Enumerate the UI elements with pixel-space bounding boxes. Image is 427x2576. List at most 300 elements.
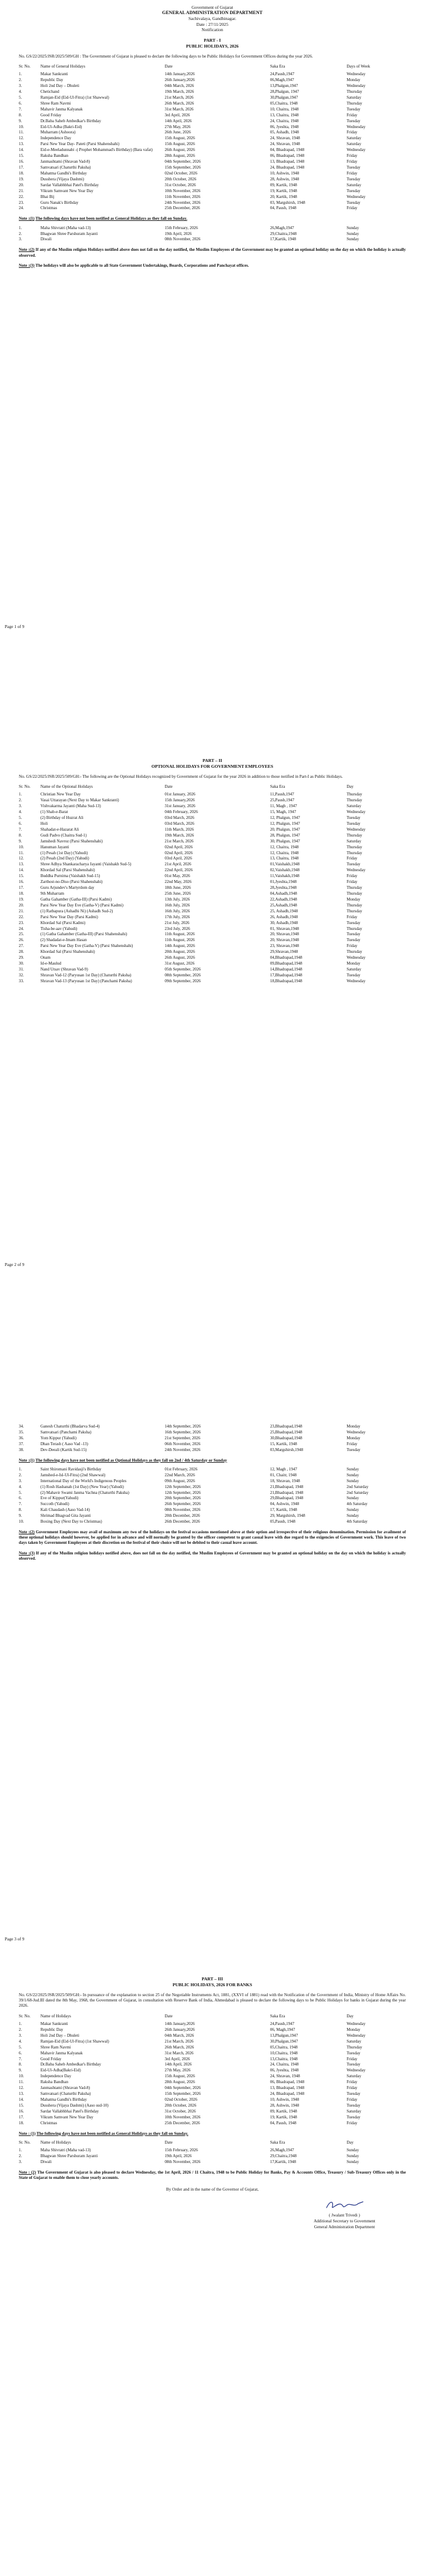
- page-3: [0, 1302, 427, 1966]
- saka-cell: 05, Ashadh, 1948: [270, 130, 299, 135]
- table-row: [19, 89, 406, 95]
- name-cell: Id-e-Maulud: [40, 961, 62, 966]
- saka-cell: 17, Kartik, 1948: [270, 1507, 297, 1513]
- date-cell: 10th November, 2026: [164, 188, 201, 193]
- sr-cell: 15.: [19, 2103, 24, 2108]
- name-cell: (1) Pesah (1st Day) (Yahudi): [40, 850, 88, 855]
- sr-cell: 38.: [19, 1447, 24, 1452]
- saka-cell: 26, Ashadh,1948: [270, 914, 298, 919]
- saka-cell: 30,Bhadrapad,1948: [270, 1435, 302, 1440]
- day-cell: Friday: [347, 879, 358, 885]
- sr-cell: 9.: [19, 838, 22, 844]
- col-header-day: Days of Week: [347, 64, 371, 69]
- saka-cell: 28, Phalgun, 1947: [270, 832, 300, 838]
- date-cell: 08th November, 2026: [164, 2159, 201, 2164]
- table-row: [19, 2051, 406, 2057]
- col-header-sr: Sr. No.: [19, 64, 31, 69]
- day-cell: Sunday: [347, 1507, 359, 1513]
- date-cell: 14th January,2026: [164, 72, 195, 77]
- table-row: [19, 885, 406, 891]
- table-row: [19, 171, 406, 177]
- saka-cell: 06,Magh,1947: [270, 78, 294, 83]
- date-cell: 01st February, 2026: [164, 1466, 198, 1472]
- sr-cell: 17.: [19, 2114, 24, 2120]
- note-text: The following days have not been notified as General Holidays as they fall on Sunday.: [35, 216, 187, 221]
- name-cell: Shree Adhya Shankaracharya Jayanti (Vaishakh Sud-5): [40, 862, 132, 867]
- table-header-row: [19, 2014, 406, 2021]
- name-cell: Dr.Baba Saheb Ambedkar's Birthday: [40, 118, 102, 123]
- saka-cell: 30,Phalgun,1947: [270, 2038, 298, 2044]
- name-cell: Dusshera (Vijaya Dashmi): [40, 176, 85, 182]
- saka-cell: 12, Phalgun, 1947: [270, 815, 300, 820]
- date-cell: 10th November, 2026: [164, 2114, 201, 2120]
- note-text: The following days have not been notified as General Holidays as they fall on Sunday.: [36, 2131, 189, 2136]
- table-row: [19, 1485, 406, 1490]
- note-label: Note : (1): [19, 2131, 36, 2136]
- day-cell: Monday: [347, 896, 361, 902]
- name-cell: Eid-e-Meeladunnabi -( Prophet Mohammad's Birthday) (Bara vafat): [40, 147, 153, 153]
- day-cell: 2nd Saturday: [347, 1484, 369, 1489]
- table-row: [19, 119, 406, 125]
- name-cell: Vasai Uttarayan (Next Day to Makar Sankranti): [40, 798, 119, 803]
- sr-cell: 32.: [19, 972, 24, 978]
- sr-cell: 13.: [19, 142, 24, 147]
- name-cell: Parsi New Year Day- Pateti (Parsi Shahenshahi): [40, 142, 120, 147]
- date-cell: 04th September, 2026: [164, 159, 201, 164]
- table-row: [19, 226, 406, 231]
- sr-cell: 37.: [19, 1441, 24, 1446]
- table-row: [19, 926, 406, 932]
- name-cell: (2) Mahavir Swami Janma Vachna (Chaturthi Paksha): [40, 1490, 129, 1495]
- table-row: [19, 839, 406, 845]
- table-row: [19, 909, 406, 915]
- saka-cell: 28,Phalgun, 1947: [270, 89, 300, 94]
- name-cell: Guru Nanak's Birthday: [40, 200, 79, 205]
- saka-cell: 19, Kartik, 1948: [270, 188, 297, 193]
- saka-cell: 10, Chaitra, 1948: [270, 106, 299, 112]
- sr-cell: 13.: [19, 862, 24, 867]
- saka-cell: 04, Paush, 1948: [270, 2120, 297, 2125]
- sr-cell: 14.: [19, 2097, 24, 2102]
- table-row: [19, 967, 406, 973]
- table-row: [19, 78, 406, 83]
- day-cell: Thursday: [347, 798, 362, 803]
- name-cell: Dusshera (Vijaya Dashmi) (Aaso sud-10): [40, 2103, 109, 2108]
- date-cell: 24th November, 2026: [164, 200, 201, 205]
- sr-cell: 2.: [19, 1472, 22, 1477]
- table-row: [19, 2062, 406, 2068]
- table-row: [19, 932, 406, 938]
- note-label: Note :(2): [19, 247, 35, 253]
- table-row: [19, 955, 406, 961]
- col-header-name: Name of General Holidays: [40, 64, 86, 69]
- name-cell: Holi 2nd Day – Dhuleti: [40, 83, 79, 89]
- date-cell: 11th November, 2026: [164, 194, 201, 199]
- date-cell: 15th September, 2026: [164, 164, 201, 170]
- date-cell: 26th March, 2026: [164, 100, 194, 106]
- date-cell: 14th April, 2026: [164, 118, 192, 123]
- day-cell: Wednesday: [347, 83, 366, 89]
- date-cell: 20th October, 2026: [164, 2103, 197, 2108]
- name-cell: Bhagwan Shree Parshuram Jayanti: [40, 231, 98, 236]
- part-heading: [19, 758, 406, 770]
- table-header-row: [19, 2140, 406, 2148]
- col-header-saka: Saka Era: [270, 784, 285, 790]
- name-cell: Holi 2nd Day – Dhuleti: [40, 2033, 79, 2038]
- name-cell: Maha Shivratri (Maha vad-13): [40, 2148, 91, 2153]
- table-row: [19, 2039, 406, 2045]
- name-cell: Chetichand: [40, 89, 59, 94]
- day-cell: Monday: [347, 1435, 361, 1440]
- table-row: [19, 943, 406, 949]
- date-cell: 21st March, 2026: [164, 2038, 194, 2044]
- date-cell: 13th July, 2026: [164, 896, 190, 902]
- name-cell: Mahavir Janma Kalyanak: [40, 2050, 83, 2056]
- saka-cell: 04, Ashwin, 1948: [270, 1502, 300, 1507]
- table-row: [19, 879, 406, 885]
- saka-cell: 06, Bhadrapad, 1948: [270, 153, 305, 159]
- sr-cell: 20.: [19, 902, 24, 908]
- name-cell: Vikram Samvant New Year Day: [40, 188, 93, 193]
- sr-cell: 10.: [19, 124, 24, 129]
- sr-cell: 8.: [19, 832, 22, 838]
- note-1: [19, 216, 406, 221]
- sr-cell: 7.: [19, 106, 22, 112]
- optional-holiday-table-continued: [19, 1424, 406, 1453]
- date-cell: 19th April, 2026: [164, 231, 192, 236]
- date-cell: 08th September, 2026: [164, 972, 201, 978]
- sr-cell: 11.: [19, 2080, 24, 2085]
- day-cell: Thursday: [347, 850, 362, 855]
- day-cell: 4th Saturday: [347, 1519, 368, 1524]
- saka-cell: 21,Bhadrapad, 1948: [270, 1490, 304, 1495]
- saka-cell: 20, Shravan,1948: [270, 932, 300, 937]
- name-cell: Khordad Sal (Parsi Shahenshahi): [40, 868, 95, 873]
- sr-cell: 24.: [19, 926, 24, 931]
- table-row: [19, 827, 406, 833]
- name-cell: (2) Shadadat-e-Imam Hasan: [40, 938, 87, 943]
- day-cell: Friday: [347, 2056, 358, 2061]
- sr-cell: 31.: [19, 966, 24, 972]
- saka-cell: 24, Bhadrapad, 1948: [270, 164, 305, 170]
- day-cell: Friday: [347, 112, 358, 117]
- saka-cell: 12, Chaitra, 1948: [270, 850, 299, 855]
- day-cell: Thursday: [347, 89, 362, 94]
- sr-cell: 25.: [19, 932, 24, 937]
- page-number: Page 3 of 9: [5, 1936, 25, 1942]
- sr-cell: 24.: [19, 206, 24, 211]
- sr-cell: 12.: [19, 136, 24, 141]
- name-cell: Mahatma Gandhi's Birthday: [40, 170, 87, 176]
- name-cell: Samvatsari (Chaturthi Paksha): [40, 164, 91, 170]
- day-cell: Wednesday: [347, 2021, 366, 2027]
- name-cell: Independence Day: [40, 2074, 72, 2079]
- date-cell: 17th July, 2026: [164, 914, 190, 919]
- table-row: [19, 798, 406, 804]
- name-cell: Shahadat-e-Hazarat Ali: [40, 827, 79, 832]
- saka-cell: 06, Bhadrapad, 1948: [270, 2080, 305, 2085]
- saka-cell: 30, Phalgun, 1947: [270, 838, 300, 844]
- sr-cell: 10.: [19, 2074, 24, 2079]
- day-cell: Tuesday: [347, 2091, 361, 2097]
- saka-cell: 09, Kartik, 1948: [270, 182, 297, 187]
- table-row: [19, 83, 406, 89]
- col-header-date: Date: [164, 64, 173, 69]
- name-cell: Republic Day: [40, 2027, 63, 2032]
- col-header-day: Day: [347, 2140, 354, 2145]
- day-cell: Monday: [347, 1424, 361, 1429]
- saka-cell: 18, Shravan, 1948: [270, 1478, 300, 1483]
- day-cell: Tuesday: [347, 2062, 361, 2067]
- day-cell: Sunday: [347, 1496, 359, 1501]
- header-government: Government of Gujarat: [191, 5, 233, 10]
- saka-cell: 13,Phalgun,1947: [270, 83, 298, 89]
- note-text: If any of the Muslim religion Holidays notified above does not fall on the day notified, the Muslim Employees of the Government may be granted an optional holiday on the day on which the holiday is actually observed.: [19, 247, 406, 258]
- date-cell: 24th November, 2026: [164, 1447, 201, 1452]
- day-cell: Tuesday: [347, 932, 361, 937]
- table-row: [19, 101, 406, 107]
- date-cell: 01st May, 2026: [164, 874, 190, 879]
- saka-cell: 11,Paush,1947: [270, 792, 294, 797]
- date-cell: 19th April, 2026: [164, 2153, 192, 2158]
- note-text: Government Employees may avail of maximum any two of the holidays on the festival occasions mentioned above at their option and irrespective of their religious denomination. Permission for availment of these optional holidays should however, be applied for in advance and will normally be granted by the officer competent to grant casual leave with due regard to the exigencies of Government work. This leave of two days taken by Government Employees at their discretion on the festival of their choice will not be debited to their casual leave account.: [19, 1530, 406, 1546]
- date-cell: 03rd March, 2026: [164, 821, 194, 826]
- name-cell: Christmas: [40, 206, 58, 211]
- day-cell: Sunday: [347, 225, 359, 230]
- name-cell: Good Friday: [40, 2056, 62, 2061]
- name-cell: Diwali: [40, 237, 52, 242]
- name-cell: Gudi Padvo (Chaitra Sud-1): [40, 832, 87, 838]
- day-cell: Tuesday: [347, 1447, 361, 1452]
- day-cell: 4th Saturday: [347, 1502, 368, 1507]
- name-cell: Khordad Sal (Parsi Kadmi): [40, 920, 86, 925]
- note-2: [19, 2170, 406, 2181]
- part-subtitle: PUBLIC HOLIDAYS, 2026: [186, 43, 239, 49]
- day-cell: Wednesday: [347, 955, 366, 960]
- closing-line: By Order and in the name of the Governor of Gujarat,: [166, 2187, 259, 2192]
- day-cell: Saturday: [347, 2108, 362, 2114]
- name-cell: Buddha Purnima (Vaishakh Sud-15): [40, 874, 100, 879]
- note-3: [19, 1551, 406, 1561]
- sr-cell: 9.: [19, 1513, 22, 1519]
- saka-cell: 25,Paush,1947: [270, 798, 295, 803]
- day-cell: Saturday: [347, 136, 362, 141]
- table-row: [19, 973, 406, 979]
- saka-cell: 11, Magh , 1947: [270, 804, 297, 809]
- date-cell: 14th September, 2026: [164, 1424, 201, 1429]
- saka-cell: 06, Jyeshta, 1948: [270, 124, 299, 129]
- saka-cell: 14,Bhadrapad,1948: [270, 966, 302, 972]
- saka-cell: 18,Bhadrapad,1948: [270, 978, 302, 983]
- day-cell: Thursday: [347, 902, 362, 908]
- table-row: [19, 2080, 406, 2085]
- table-row: [19, 1473, 406, 1479]
- table-row: [19, 136, 406, 142]
- date-cell: 26th January,2026: [164, 78, 195, 83]
- saka-cell: 12, Phalgun, 1947: [270, 821, 300, 826]
- table-row: [19, 961, 406, 967]
- day-cell: Friday: [347, 130, 358, 135]
- sr-cell: 8.: [19, 1507, 22, 1513]
- date-cell: 26th August, 2026: [164, 147, 195, 153]
- day-cell: Tuesday: [347, 106, 361, 112]
- col-header-saka: Saka Era: [270, 2140, 285, 2145]
- sr-cell: 7.: [19, 827, 22, 832]
- saka-cell: 01,Jyeshta,1948: [270, 879, 297, 885]
- name-cell: Ramjan-Eid (Eid-Ul-Fitra) (1st Shawwal): [40, 2038, 109, 2044]
- table-row: [19, 107, 406, 113]
- sr-cell: 17.: [19, 164, 24, 170]
- note-1: [19, 2131, 406, 2137]
- day-cell: Wednesday: [347, 978, 366, 983]
- saka-cell: 02,Vaishakh,1948: [270, 868, 300, 873]
- saka-cell: 24, Chaitra, 1948: [270, 118, 299, 123]
- name-cell: Ramjan-Eid (Eid-Ul-Fitra) (1st Shawwal): [40, 95, 109, 100]
- saka-cell: 25,Ashadh,1948: [270, 902, 297, 908]
- name-cell: Parsi New Year Day (Parsi Kadmi): [40, 914, 98, 919]
- saka-cell: 30,Phalgun,1947: [270, 95, 298, 100]
- sr-cell: 20.: [19, 182, 24, 187]
- table-row: [19, 153, 406, 159]
- day-cell: Thursday: [347, 926, 362, 931]
- date-cell: 03rd April, 2026: [164, 856, 192, 861]
- col-header-saka: Saka Era: [270, 64, 285, 69]
- sr-cell: 27.: [19, 943, 24, 949]
- intro-paragraph: No. GS/22/2025/JSR/2025/509/GH:- In pursuance of the explanation to section 25 of the Negotiable Instruments Act, 1881, (XXVI of 1881) read with the Notification of the Government of India, Ministry of Home Affairs No. 39/1/68-Jud.III dated the 8th May, 1968, the Government of Gujarat, in consultation with Reserve Bank of India, Ahmedabad is pleased to declare the following days to be Public Holidays for banks in Gujarat during the year 2026.: [19, 1992, 406, 2009]
- date-cell: 31st October, 2026: [164, 2108, 196, 2114]
- date-cell: 26th January,2026: [164, 2027, 195, 2032]
- day-cell: Tuesday: [347, 920, 361, 925]
- name-cell: Hanuman Jayanti: [40, 844, 69, 849]
- table-row: [19, 147, 406, 153]
- saka-cell: 26,Magh,1947: [270, 2148, 294, 2153]
- day-cell: Sunday: [347, 1478, 359, 1483]
- table-row: [19, 1490, 406, 1496]
- date-cell: 26th December, 2026: [164, 1519, 200, 1524]
- date-cell: 19th March, 2026: [164, 89, 194, 94]
- saka-cell: 04,Ashadh,1948: [270, 891, 297, 896]
- date-cell: 05th September, 2026: [164, 966, 201, 972]
- table-row: [19, 2045, 406, 2051]
- sr-cell: 3.: [19, 83, 22, 89]
- name-cell: Republic Day: [40, 78, 63, 83]
- day-cell: Monday: [347, 2027, 361, 2032]
- sr-cell: 30.: [19, 961, 24, 966]
- date-cell: 15th January,2026: [164, 798, 195, 803]
- date-cell: 12th September, 2026: [164, 1484, 201, 1489]
- date-cell: 31st August, 2026: [164, 961, 195, 966]
- table-row: [19, 938, 406, 943]
- day-cell: Saturday: [347, 804, 362, 809]
- name-cell: Christian New Year Day: [40, 792, 81, 797]
- saka-cell: 11,Vaishakh,1948: [270, 874, 300, 879]
- saka-cell: 20, Kartik, 1948: [270, 194, 297, 199]
- saka-cell: 13, Chaitra, 1948: [270, 856, 299, 861]
- table-row: [19, 833, 406, 839]
- day-cell: Wednesday: [347, 868, 366, 873]
- table-row: [19, 72, 406, 78]
- sr-cell: 21.: [19, 188, 24, 193]
- table-row: [19, 897, 406, 903]
- table-row: [19, 125, 406, 130]
- name-cell: Mahavir Janma Kalyanak: [40, 106, 83, 112]
- saka-cell: 04, Bhadrapad, 1948: [270, 147, 305, 153]
- saka-cell: 25, Ashadh,1948: [270, 908, 298, 913]
- saka-cell: 24, Shravan, 1948: [270, 142, 300, 147]
- day-cell: Thursday: [347, 832, 362, 838]
- name-cell: Tisha-be-aav (Yahudi): [40, 926, 78, 931]
- date-cell: 20th August, 2026: [164, 949, 195, 955]
- sr-cell: 18.: [19, 891, 24, 896]
- saka-cell: 05,Chaitra, 1948: [270, 100, 298, 106]
- saka-cell: 03,Margshirsh,1948: [270, 1447, 304, 1452]
- date-cell: 27th May, 2026: [164, 2068, 191, 2073]
- table-row: [19, 949, 406, 955]
- name-cell: 9th Muharram: [40, 891, 65, 896]
- date-cell: 21st April, 2026: [164, 862, 191, 867]
- col-header-name: Name of Holidays: [40, 2013, 71, 2019]
- name-cell: Saint Shiromani Ravidasji's Birthday: [40, 1466, 102, 1472]
- day-cell: Friday: [347, 2085, 358, 2091]
- date-cell: 26th August, 2026: [164, 955, 195, 960]
- page-number: Page 1 of 9: [5, 624, 25, 629]
- day-cell: Thursday: [347, 2044, 362, 2050]
- sr-cell: 22.: [19, 194, 24, 199]
- saka-cell: 13, Chaitra, 1948: [270, 112, 299, 117]
- page-1: [0, 0, 427, 652]
- sr-cell: 5.: [19, 95, 22, 100]
- date-cell: 06th November, 2026: [164, 1441, 201, 1446]
- day-cell: Tuesday: [347, 972, 361, 978]
- table-row: [19, 2154, 406, 2159]
- table-row: [19, 2057, 406, 2063]
- day-cell: Wednesday: [347, 194, 366, 199]
- day-cell: Tuesday: [347, 118, 361, 123]
- saka-cell: 24, Bhadrapad, 1948: [270, 2091, 305, 2097]
- sr-cell: 12.: [19, 856, 24, 861]
- part-subtitle: OPTIONAL HOLIDAYS FOR GOVERNMENT EMPLOYEES: [151, 763, 274, 769]
- part-title: PART - I: [204, 37, 221, 43]
- table-row: [19, 856, 406, 862]
- saka-cell: 29,Shravan,1948: [270, 949, 298, 955]
- saka-cell: 12, Magh , 1947: [270, 1466, 297, 1472]
- sr-cell: 6.: [19, 1496, 22, 1501]
- saka-cell: 25,Bhadrapad,1948: [270, 1429, 302, 1435]
- note-label: Note :(2): [19, 1530, 35, 1535]
- saka-cell: 29,Bhadrapad, 1948: [270, 1496, 304, 1501]
- table-row: [19, 113, 406, 119]
- saka-cell: 10,Chaitra, 1948: [270, 2050, 298, 2056]
- name-cell: (1) Gatha Gahamber (Gatha-III) (Parsi Shahenshahi): [40, 932, 127, 937]
- sr-cell: 2.: [19, 231, 22, 236]
- table-row: [19, 2074, 406, 2080]
- sr-cell: 26.: [19, 938, 24, 943]
- sr-cell: 11.: [19, 850, 24, 855]
- part-title: PART – II: [202, 758, 223, 763]
- sr-cell: 21.: [19, 908, 24, 913]
- sr-cell: 10.: [19, 844, 24, 849]
- name-cell: Vikram Samvant New Year Day: [40, 2114, 93, 2120]
- sr-cell: 4.: [19, 810, 22, 815]
- date-cell: 08th November, 2026: [164, 237, 201, 242]
- day-cell: Friday: [347, 1441, 358, 1446]
- sr-cell: 1.: [19, 2148, 22, 2153]
- table-row: [19, 792, 406, 798]
- saka-cell: 09,Bhadrapad,1948: [270, 961, 302, 966]
- note-label: Note :(1): [19, 216, 35, 221]
- day-cell: Tuesday: [347, 2103, 361, 2108]
- saka-cell: 22,Ashadh,1948: [270, 896, 297, 902]
